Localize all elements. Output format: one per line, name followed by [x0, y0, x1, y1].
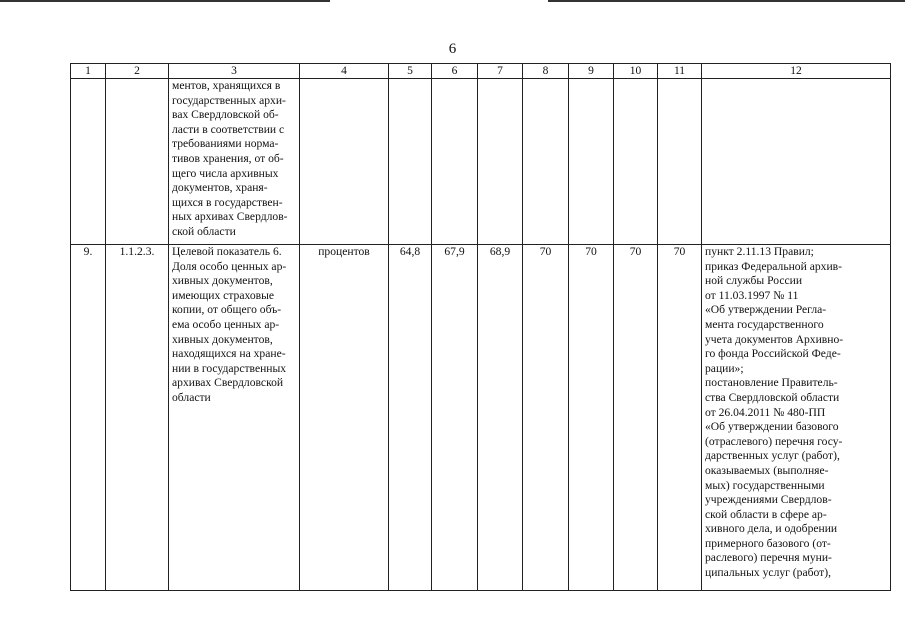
- value-cell: 67,9: [432, 245, 478, 591]
- column-header-9: 9: [569, 64, 614, 79]
- item-code-cell: [106, 79, 169, 245]
- value-cell: 70: [614, 245, 658, 591]
- value-cell: [432, 79, 478, 245]
- value-cell: [389, 79, 432, 245]
- column-header-5: 5: [389, 64, 432, 79]
- value-cell: 70: [658, 245, 702, 591]
- value-cell: 64,8: [389, 245, 432, 591]
- row-number-cell: [71, 79, 106, 245]
- header-row: [71, 64, 891, 79]
- column-header-12: 12: [702, 64, 891, 79]
- source-reference-cell: [702, 79, 891, 245]
- value-cell: [658, 79, 702, 245]
- column-header-4: 4: [300, 64, 389, 79]
- source-reference-cell: пункт 2.11.13 Правил; приказ Федеральной архив- ной службы России от 11.03.1997 № 11 «Об утверждении Регла- мента государственного учета документов Архивно- го фонда Российской Феде- рации»; постановление Правитель- ства Свердловской области от 26.04.2011 № 480-ПП «Об утверждении базового (отраслевого) перечня госу- дарственных услуг (работ), оказываемых (выполняе- мых) государственными учреждениями Свердлов- ской области в сфере ар- хивного дела, и одобрении примерного базового (от- раслевого) перечня муни- ципальных услуг (работ),: [702, 245, 891, 591]
- column-header-8: 8: [523, 64, 569, 79]
- column-header-2: 2: [106, 64, 169, 79]
- column-header-10: 10: [614, 64, 658, 79]
- value-cell: [478, 79, 523, 245]
- document-table: [70, 63, 891, 591]
- value-cell: 68,9: [478, 245, 523, 591]
- value-cell: [523, 79, 569, 245]
- value-cell: 70: [569, 245, 614, 591]
- table-row: [71, 79, 891, 245]
- table-row: [71, 245, 891, 591]
- column-header-1: 1: [71, 64, 106, 79]
- column-header-6: 6: [432, 64, 478, 79]
- unit-cell: [300, 79, 389, 245]
- scan-edge-line-left: [0, 0, 330, 2]
- scan-edge-line-right: [548, 0, 905, 2]
- column-header-11: 11: [658, 64, 702, 79]
- column-header-7: 7: [478, 64, 523, 79]
- indicator-description-cell: Целевой показатель 6. Доля особо ценных ар- хивных документов, имеющих страховые копии, от общего объ- ема особо ценных ар- хивных документов, находящихся на хране- нии в государственных архивах Свердловской области: [169, 245, 300, 591]
- item-code-cell: 1.1.2.3.: [106, 245, 169, 591]
- unit-cell: процентов: [300, 245, 389, 591]
- value-cell: [614, 79, 658, 245]
- row-number-cell: 9.: [71, 245, 106, 591]
- indicator-description-cell: ментов, хранящихся в государственных архи- вах Свердловской об- ласти в соответствии с требованиями норма- тивов хранения, от об- щего числа архивных документов, храня- щихся в государствен- ных архивах Свердлов- ской области: [169, 79, 300, 245]
- page-number: 6: [448, 41, 457, 57]
- column-header-3: 3: [169, 64, 300, 79]
- value-cell: 70: [523, 245, 569, 591]
- value-cell: [569, 79, 614, 245]
